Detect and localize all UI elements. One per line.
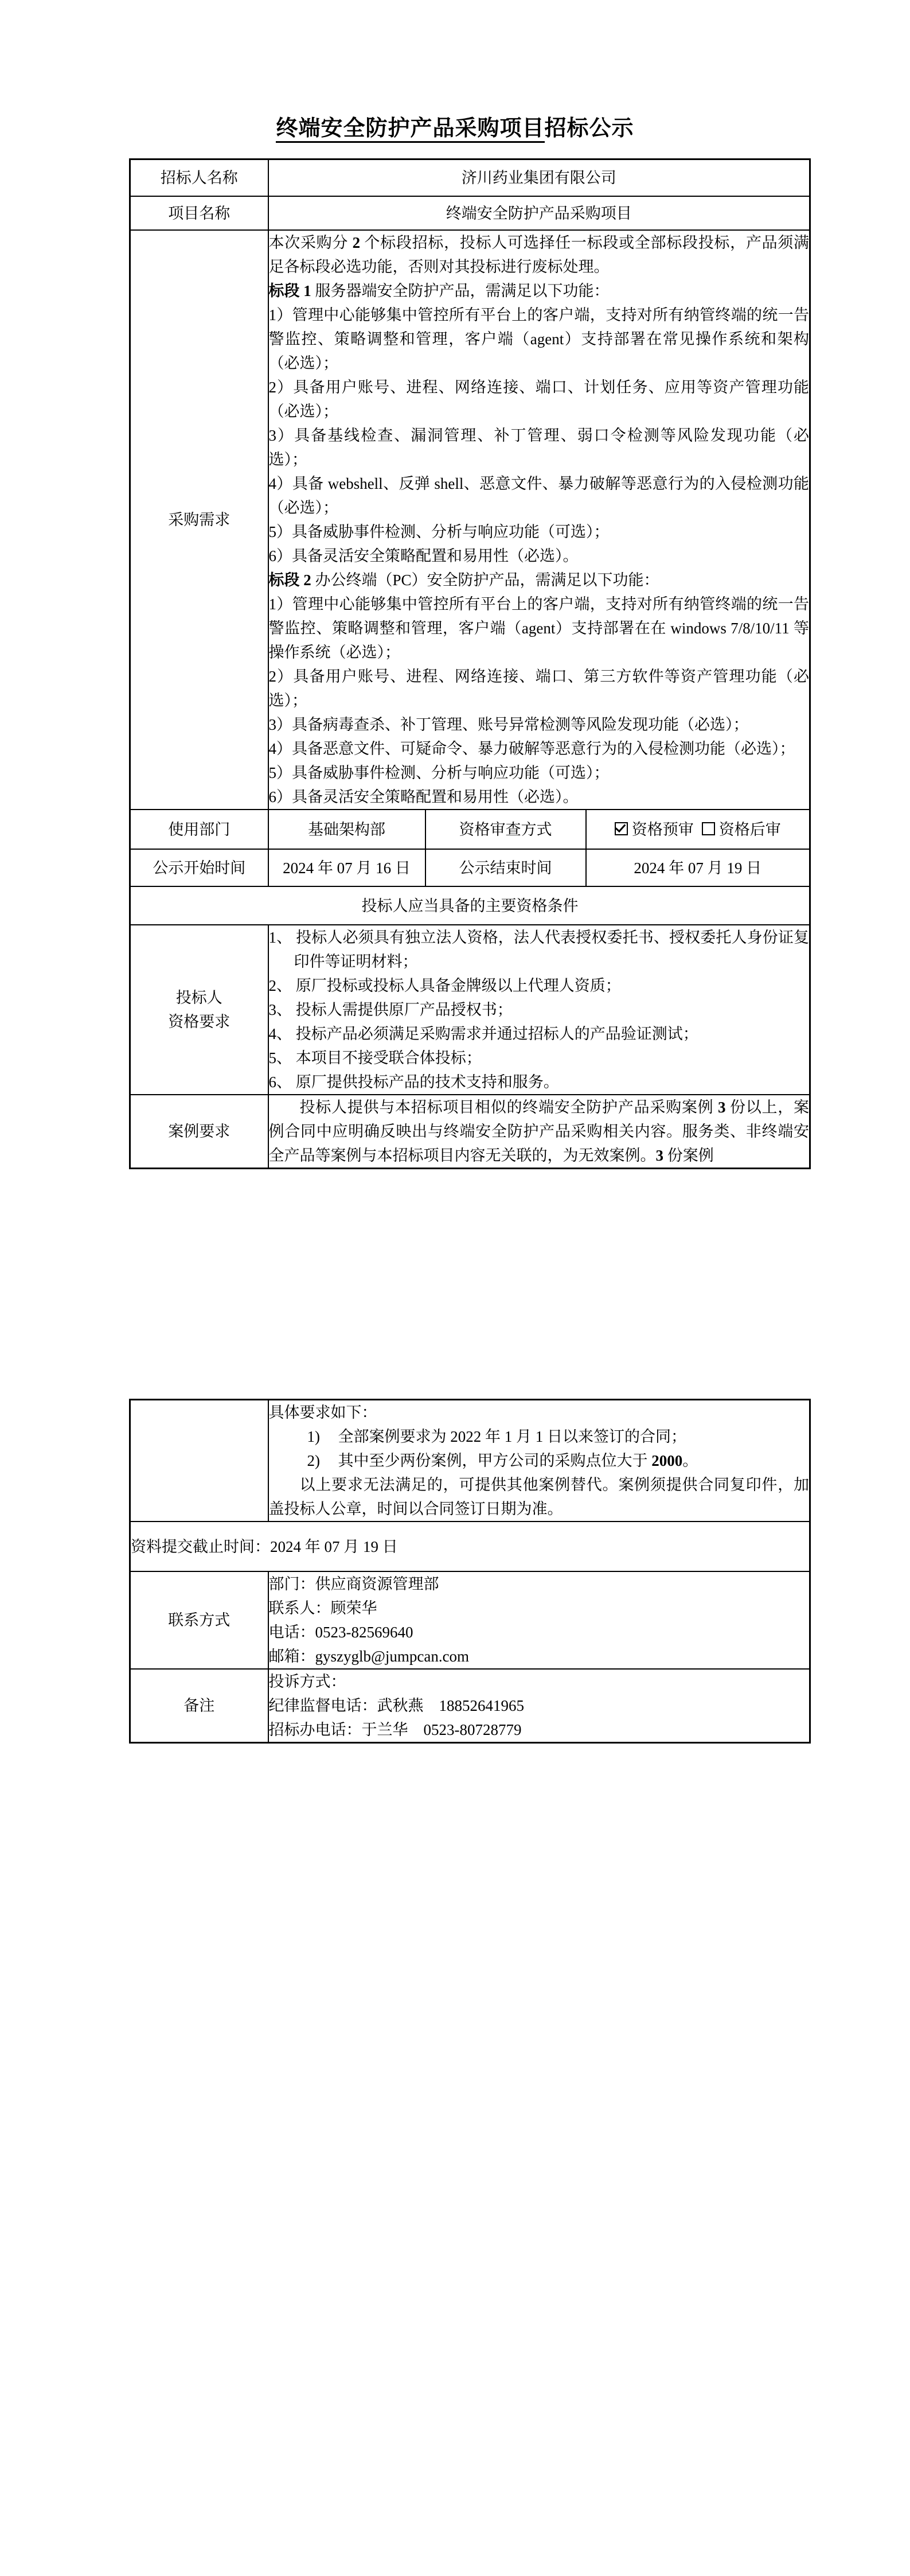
qualification-method-label: 资格审查方式 [425, 810, 586, 849]
remark-content [268, 1669, 810, 1743]
publicity-start-value: 2024 年 07 月 16 日 [268, 849, 425, 886]
section1-item: 6）具备灵活安全策略配置和易用性（必选）。 [268, 547, 579, 565]
qualification-header-row [130, 886, 810, 925]
publicity-start-label: 公示开始时间 [130, 849, 268, 886]
project-name-row [130, 196, 810, 230]
tenderer-row [130, 159, 810, 197]
section2-item: 6）具备灵活安全策略配置和易用性（必选）。 [268, 788, 579, 806]
empty-label-cell [130, 1400, 268, 1522]
case-detail-table [129, 1399, 811, 1744]
contact-line: 部门：供应商资源管理部 [268, 1575, 439, 1593]
remark-label: 备注 [130, 1669, 268, 1743]
title-suffix-text: 招标公示 [544, 116, 634, 141]
postqualification-option-label: 资格后审 [718, 820, 781, 838]
qualification-item: 1、 投标人必须具有独立法人资格，法人代表授权委托书、授权委托人身份证复印件等证明材料； [268, 929, 810, 970]
section1-title: 标段 1 服务器端安全防护产品，需满足以下功能： [268, 282, 610, 299]
case-requirement-content [268, 1095, 810, 1169]
case-detail-item: 1) 全部案例要求为 2022 年 1 月 1 日以来签订的合同； [269, 1425, 810, 1449]
qualification-item: 5、 本项目不接受联合体投标； [268, 1049, 482, 1067]
procurement-requirements-content [268, 230, 810, 810]
contact-line: 联系人：顾荣华 [268, 1600, 377, 1617]
using-department-value: 基础架构部 [268, 810, 425, 849]
section1-item: 2）具备用户账号、进程、网络连接、端口、计划任务、应用等资产管理功能（必选）； [268, 379, 810, 420]
qualification-header: 投标人应当具备的主要资格条件 [130, 886, 810, 925]
remark-line: 招标办电话：于兰华 0523-80728779 [268, 1721, 522, 1738]
tenderer-label: 招标人名称 [130, 159, 268, 197]
qualification-item: 3、 投标人需提供原厂产品授权书； [268, 1001, 513, 1018]
using-department-label: 使用部门 [130, 810, 268, 849]
publicity-end-value: 2024 年 07 月 19 日 [586, 849, 810, 886]
bid-announcement-table [129, 158, 811, 1169]
section2-item: 5）具备威胁事件检测、分析与响应功能（可选）； [268, 764, 610, 781]
qualification-item: 2、 原厂投标或投标人具备金牌级以上代理人资质； [268, 977, 621, 994]
document-title [0, 115, 910, 143]
project-name-value: 终端安全防护产品采购项目 [268, 196, 810, 230]
submission-deadline: 资料提交截止时间：2024 年 07 月 19 日 [130, 1522, 810, 1571]
case-detail-item: 2) 其中至少两份案例，甲方公司的采购点位大于 2000。 [269, 1449, 810, 1473]
qualification-item: 6、 原厂提供投标产品的技术支持和服务。 [268, 1073, 559, 1091]
contact-line: 电话：0523-82569640 [268, 1624, 413, 1641]
case-requirement-label: 案例要求 [130, 1095, 268, 1169]
case-detail-row [130, 1400, 810, 1522]
case-detail-content [268, 1400, 810, 1522]
requirements-intro: 本次采购分 2 个标段招标，投标人可选择任一标段或全部标段投标，产品须满足各标段必选功能，否则对其投标进行废标处理。 [268, 234, 810, 275]
section1-item: 4）具备 webshell、反弹 shell、恶意文件、暴力破解等恶意行为的入侵检测功能（必选）； [268, 475, 810, 516]
section2-item: 3）具备病毒查杀、补丁管理、账号异常检测等风险发现功能（必选）； [268, 716, 749, 733]
qualification-item: 4、 投标产品必须满足采购需求并通过招标人的产品验证测试； [268, 1025, 698, 1042]
section2-item: 1）管理中心能够集中管控所有平台上的客户端，支持对所有纳管终端的统一告警监控、策略调整和管理，客户端（agent）支持部署在在 windows 7/8/10/11 等操作系统（必选）； [268, 596, 810, 661]
contact-content [268, 1571, 810, 1669]
remark-row [130, 1669, 810, 1743]
item-number: 1) [307, 1428, 320, 1445]
remark-line: 纪律监督电话：武秋燕 18852641965 [268, 1697, 524, 1714]
procurement-requirements-row [130, 230, 810, 810]
using-department-row [130, 810, 810, 849]
procurement-requirements-label: 采购需求 [130, 230, 268, 810]
section1-item: 5）具备威胁事件检测、分析与响应功能（可选）； [268, 523, 610, 540]
section2-item: 2）具备用户账号、进程、网络连接、端口、第三方软件等资产管理功能（必选）； [268, 668, 810, 709]
prequalification-checked-checkbox-icon [615, 822, 628, 835]
qualification-method-value [586, 810, 810, 849]
publicity-dates-row [130, 849, 810, 886]
section2-item: 4）具备恶意文件、可疑命令、暴力破解等恶意行为的入侵检测功能（必选）； [268, 740, 795, 757]
case-requirement-text: 投标人提供与本招标项目相似的终端安全防护产品采购案例 3 份以上，案例合同中应明确反映出与终端安全防护产品采购相关内容。服务类、非终端安全产品等案例与本招标项目内容无关联的，为无效案例。3 份案例 [268, 1099, 810, 1164]
case-detail-intro: 具体要求如下： [268, 1404, 377, 1421]
case-detail-closing: 以上要求无法满足的，可提供其他案例替代。案例须提供合同复印件，加盖投标人公章，时间以合同签订日期为准。 [268, 1476, 810, 1517]
title-underlined-text: 终端安全防护产品采购项目 [276, 116, 544, 143]
bidder-qualification-content [268, 925, 810, 1095]
remark-line: 投诉方式： [268, 1673, 346, 1690]
case-requirement-row [130, 1095, 810, 1169]
contact-line: 邮箱：gyszyglb@jumpcan.com [268, 1648, 470, 1665]
tenderer-value: 济川药业集团有限公司 [268, 159, 810, 197]
contact-row [130, 1571, 810, 1669]
item-number: 2) [307, 1452, 320, 1469]
prequalification-option-label: 资格预审 [631, 820, 694, 838]
project-name-label: 项目名称 [130, 196, 268, 230]
publicity-end-label: 公示结束时间 [425, 849, 586, 886]
postqualification-unchecked-checkbox-icon [702, 822, 715, 835]
contact-label: 联系方式 [130, 1571, 268, 1669]
section1-item: 3）具备基线检查、漏洞管理、补丁管理、弱口令检测等风险发现功能（必选）； [268, 427, 810, 468]
bidder-qualification-label-line1: 投标人 [175, 989, 222, 1006]
bidder-qualification-label [130, 925, 268, 1095]
deadline-row [130, 1522, 810, 1571]
section2-title: 标段 2 办公终端（PC）安全防护产品，需满足以下功能： [268, 571, 659, 589]
bidder-qualification-label-line2: 资格要求 [168, 1013, 231, 1030]
bidder-qualification-row [130, 925, 810, 1095]
section1-item: 1）管理中心能够集中管控所有平台上的客户端，支持对所有纳管终端的统一告警监控、策略调整和管理，客户端（agent）支持部署在常见操作系统和架构（必选）； [268, 306, 810, 372]
